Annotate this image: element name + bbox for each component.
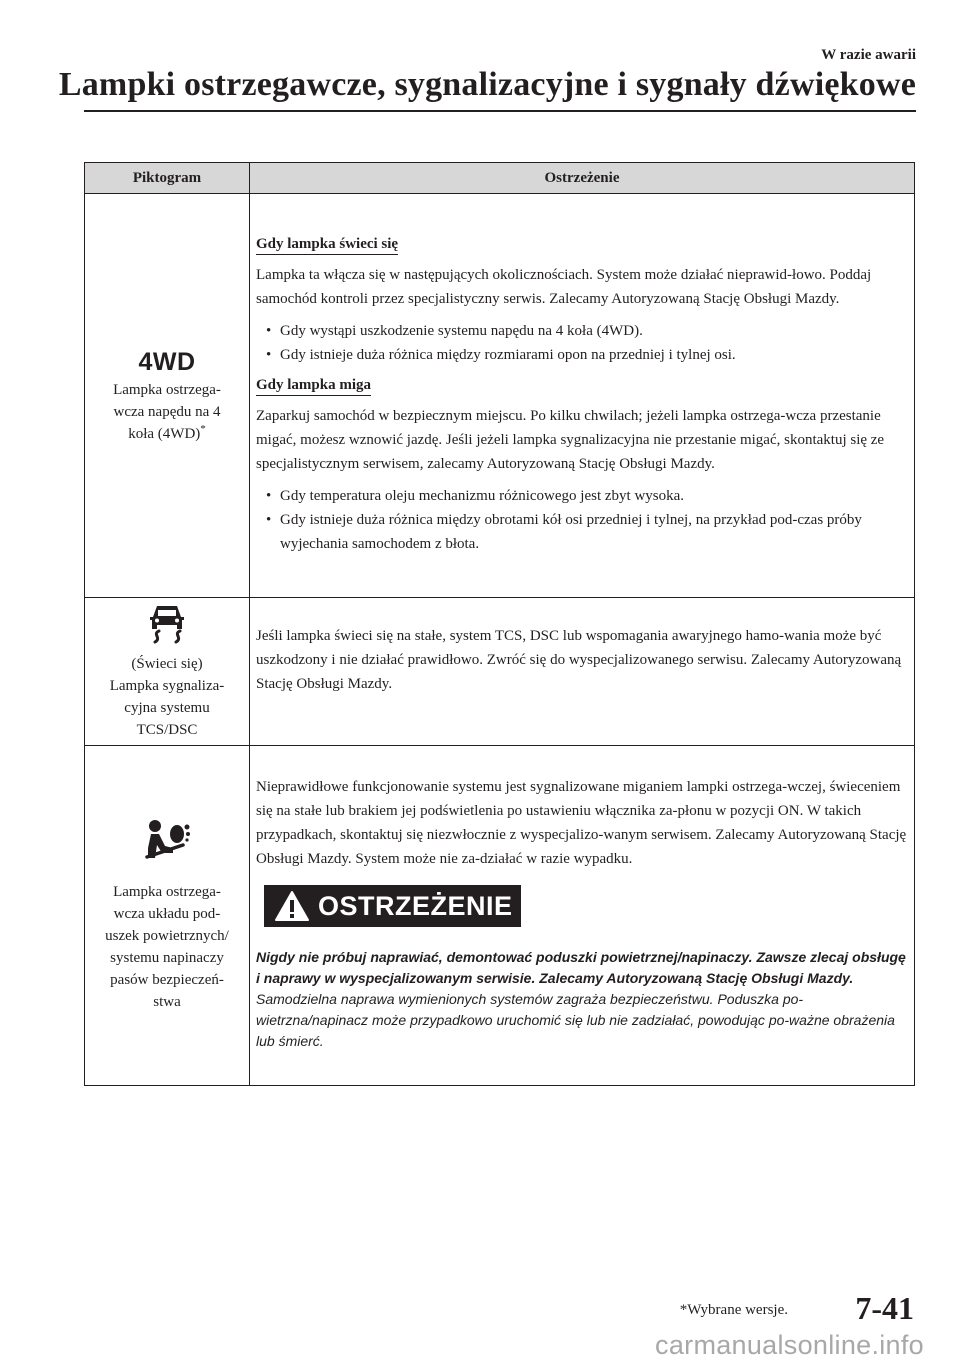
list-item: • Gdy istnieje duża różnica między obrotami kół osi przedniej i tylnej, na przykład pod-czas próby wyjechania samochodem z błota. (266, 511, 862, 552)
bullet-list (256, 319, 908, 367)
pictogram-cell (85, 746, 250, 1086)
subheading-lit: Gdy lampka świeci się (256, 234, 398, 255)
page-number: 7-41 (855, 1290, 914, 1326)
header-warning: Ostrzeżenie (250, 163, 915, 194)
pictogram-cell (85, 598, 250, 746)
pictogram-label: (Świeci się) Lampka sygnaliza- cyjna systemu TCS/DSC (109, 656, 225, 738)
warning-cell (250, 746, 915, 1086)
warning-bold-text: Nigdy nie próbuj naprawiać, demontować poduszki powietrznej/napinaczy. Zawsze zlecaj obsługę i naprawy w wyspecjalizowanym serwisie. Zalecamy Autoryzowaną Stację Obsługi Mazdy. (256, 949, 906, 986)
warning-cell (250, 194, 915, 598)
title-rule (84, 110, 916, 112)
paragraph: Jeśli lampka świeci się na stałe, system TCS, DSC lub wspomagania awaryjnego hamo-wania może być uszkodzony i nie działać prawidłowo. Zwróć się do wyspecjalizowanego serwisu. Zalecamy Autoryzowaną Stację Obsługi Mazdy. (256, 627, 902, 692)
footnote: *Wybrane wersje. (679, 1302, 788, 1318)
header-pictogram: Piktogram (85, 163, 250, 194)
airbag-icon (143, 818, 191, 864)
pictogram-cell (85, 194, 250, 598)
footnote-marker: * (200, 422, 206, 435)
page-title: Lampki ostrzegawcze, sygnalizacyjne i sygnały dźwiękowe (58, 66, 916, 103)
pictogram-label: Lampka ostrzega- wcza układu pod- uszek powietrznych/ systemu napinaczy pasów bezpieczeń- stwa (105, 884, 229, 1010)
paragraph: Zaparkuj samochód w bezpiecznym miejscu. Po kilku chwilach; jeżeli lampka ostrzega-wcza przestanie migać, możesz wznowić jazdę. Jeśli jeżeli lampka sygnalizacyjna nie przestanie migać, skontaktuj się ze specjalistycznym serwisem, zalecamy Autoryzowaną Stację Obsługi Mazdy. (256, 407, 885, 472)
traction-control-icon (147, 602, 187, 646)
paragraph: Lampka ta włącza się w następujących okolicznościach. System może działać nieprawid-łowo. Poddaj samochód kontroli przez specjalistyczny serwis. Zalecamy Autoryzowaną Stację Obsługi Mazdy. (256, 266, 872, 307)
list-item: • Gdy temperatura oleju mechanizmu różnicowego jest zbyt wysoka. (266, 487, 685, 504)
warning-text: Samodzielna naprawa wymienionych systemów zagraża bezpieczeństwu. Poduszka po-wietrzna/napinacz może przypadkowo uruchomić się lub nie zadziałać, powodując po-ważne obrażenia lub śmierć. (256, 991, 895, 1049)
warning-cell (250, 598, 915, 746)
4wd-icon: 4WD (138, 347, 196, 376)
list-item: • Gdy wystąpi uszkodzenie systemu napędu na 4 koła (4WD). (266, 322, 643, 339)
section-name: W razie awarii (821, 47, 916, 63)
warning-lights-table (84, 162, 915, 1086)
table-row-4wd (85, 194, 915, 598)
list-item: • Gdy istnieje duża różnica między rozmiarami opon na przedniej i tylnej osi. (266, 346, 736, 363)
watermark: carmanualsonline.info (655, 1330, 924, 1360)
warning-triangle-icon (274, 890, 310, 922)
pictogram-label: Lampka ostrzega- wcza napędu na 4 koła (4WD)* (113, 381, 221, 442)
table-row-airbag (85, 746, 915, 1086)
paragraph: Nieprawidłowe funkcjonowanie systemu jest sygnalizowane miganiem lampki ostrzega-wczej, świeceniem się na stałe lub brakiem jej podświetlenia po ustawieniu włącznika za-płonu w pozycji ON. W takich przypadkach, skontaktuj się niezwłocznie z wyspecjalizo-wanym serwisem. Zalecamy Autoryzowaną Stację Obsługi Mazdy. System może nie za-działać w razie wypadku. (256, 779, 907, 867)
warning-banner (264, 885, 521, 927)
warning-label: OSTRZEŻENIE (318, 891, 513, 921)
bullet-list (256, 484, 908, 556)
table-row-tcs-dsc (85, 598, 915, 746)
subheading-flashing: Gdy lampka miga (256, 375, 371, 396)
table-header-row (85, 163, 915, 194)
